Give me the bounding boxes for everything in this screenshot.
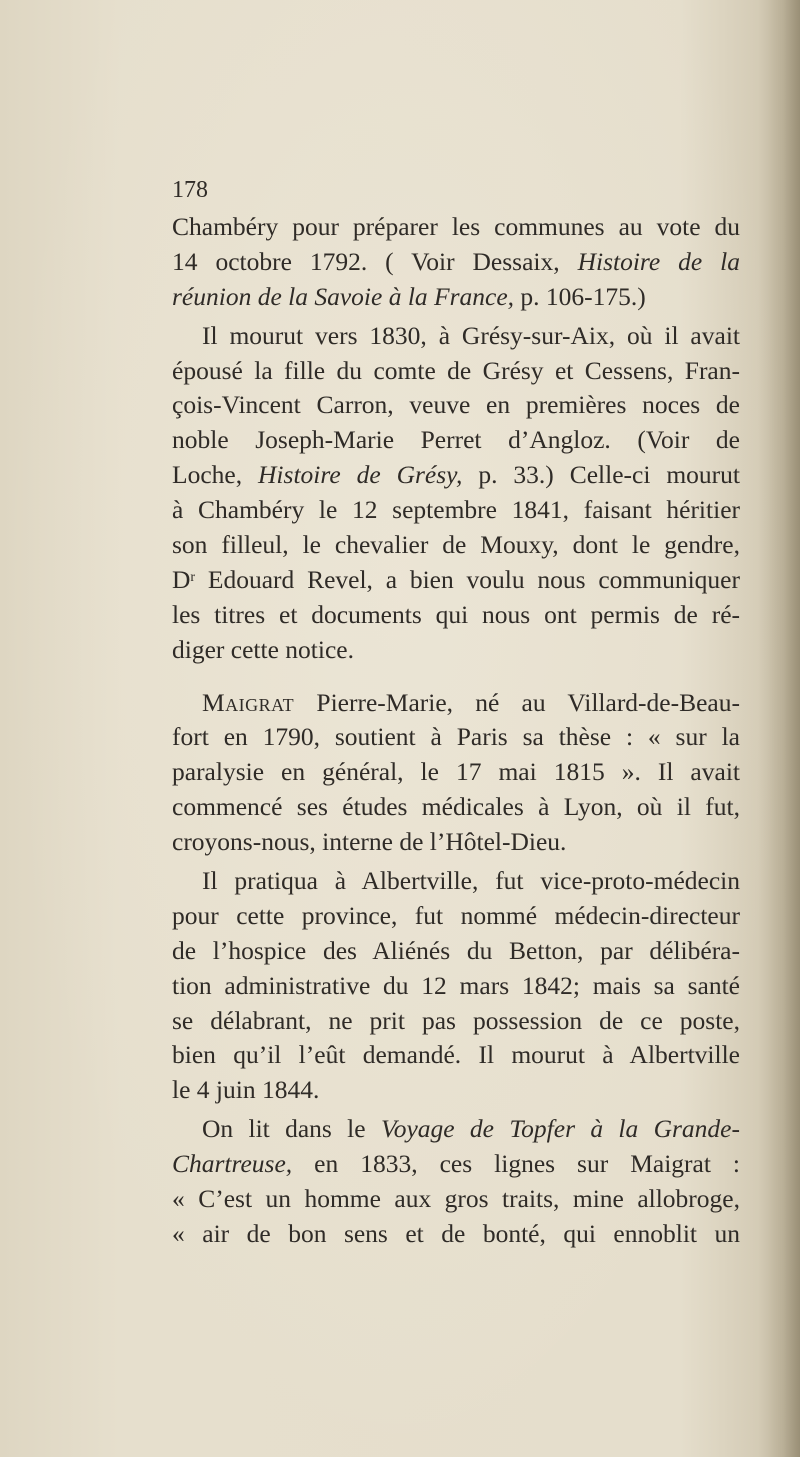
text-line: les titres et documents qui nous ont permis de ré-	[172, 599, 740, 629]
text-line: tion administrative du 12 mars 1842; mais sa santé	[172, 970, 740, 1000]
text-line: Loche, Histoire de Grésy, p. 33.) Celle-ci mourut	[172, 460, 740, 490]
paragraph-2	[172, 319, 740, 668]
superscript: r	[190, 569, 196, 585]
text-line: le 4 juin 1844.	[172, 1075, 320, 1105]
text-line: commencé ses études médicales à Lyon, où il fut,	[172, 792, 740, 822]
text-line: Il mourut vers 1830, à Grésy-sur-Aix, où il avait	[202, 320, 740, 350]
page-number: 178	[172, 177, 208, 203]
text-line: bien qu’il l’eût demandé. Il mourut à Albertville	[172, 1040, 740, 1070]
text-line: 14 octobre 1792. ( Voir Dessaix, Histoire de la	[172, 246, 741, 276]
text-line: « C’est un homme aux gros traits, mine allobroge,	[172, 1184, 740, 1214]
italic-title: Chartreuse,	[172, 1149, 293, 1179]
text-line: paralysie en général, le 17 mai 1815 ». Il avait	[172, 757, 740, 787]
text-line: épousé la fille du comte de Grésy et Cessens, Fran-	[172, 355, 740, 385]
text-line: « air de bon sens et de bonté, qui ennoblit un	[172, 1218, 740, 1248]
italic-title: Histoire de la	[577, 246, 741, 276]
text-line: réunion de la Savoie à la France, p. 106-175.)	[172, 281, 646, 311]
text-line: Maigrat Pierre-Marie, né au Villard-de-Beau-	[202, 687, 740, 717]
text-line: de l’hospice des Aliénés du Betton, par délibéra-	[172, 935, 740, 965]
text-line: pour cette province, fut nommé médecin-directeur	[172, 900, 740, 930]
text-line: Il pratiqua à Albertville, fut vice-proto-médecin	[202, 866, 740, 896]
paragraph-3	[172, 686, 740, 860]
book-page	[172, 170, 740, 1252]
text-line: croyons-nous, interne de l’Hôtel-Dieu.	[172, 827, 567, 857]
italic-title: Voyage de Topfer à la Grande-	[380, 1114, 740, 1144]
text-line: diger cette notice.	[172, 634, 354, 664]
page-edge-shadow	[758, 0, 800, 1457]
paragraph-1	[172, 210, 740, 315]
surname: Maigrat	[202, 687, 295, 717]
text-line: On lit dans le Voyage de Topfer à la Grande-	[202, 1114, 740, 1144]
text-line: $D^r$ Edouard Revel, a bien voulu nous communiquer	[172, 564, 740, 594]
italic-title: Histoire de Grésy,	[258, 460, 463, 490]
text-line: son filleul, le chevalier de Mouxy, dont le gendre,	[172, 530, 740, 560]
paragraph-5	[172, 1112, 740, 1252]
text-line: Chartreuse, en 1833, ces lignes sur Maigrat :	[172, 1149, 740, 1179]
paragraph-4	[172, 864, 740, 1108]
text-line: noble Joseph-Marie Perret d’Angloz. (Voir de	[172, 425, 740, 455]
italic-title: réunion de la Savoie à la France,	[172, 281, 515, 311]
text-line: à Chambéry le 12 septembre 1841, faisant héritier	[172, 495, 740, 525]
text-line: se délabrant, ne prit pas possession de ce poste,	[172, 1005, 740, 1035]
text-line: çois-Vincent Carron, veuve en premières noces de	[172, 390, 740, 420]
text-line: fort en 1790, soutient à Paris sa thèse : « sur la	[172, 722, 740, 752]
text-line: Chambéry pour préparer les communes au vote du	[172, 212, 740, 241]
